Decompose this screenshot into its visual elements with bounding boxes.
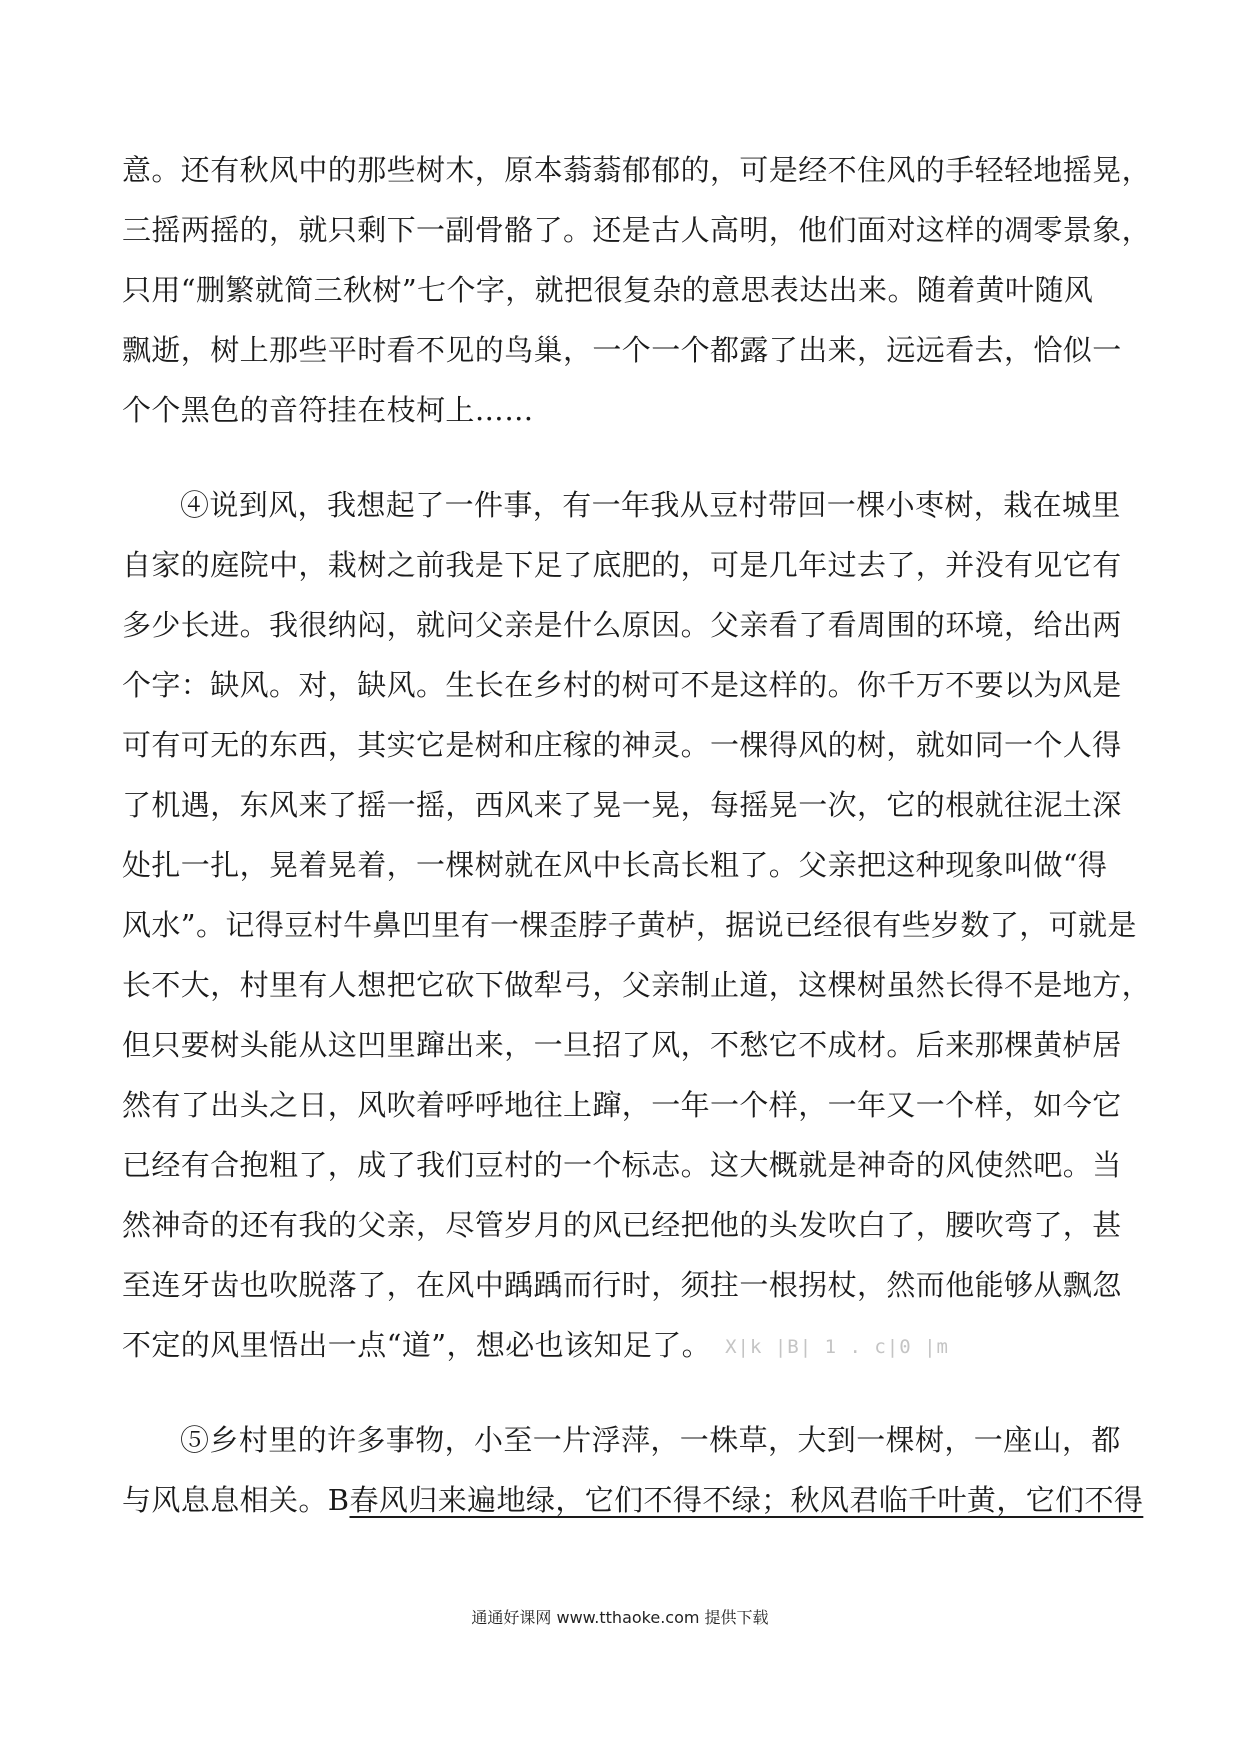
page-footer: 通通好课网 www.tthaoke.com 提供下载 [471,1608,769,1627]
paragraph-3-line-2: 三摇两摇的，就只剩下一副骨骼了。还是古人高明，他们面对这样的凋零景象， [122,213,1152,247]
paragraph-4-line-12: 已经有合抱粗了，成了我们豆村的一个标志。这大概就是神奇的风使然吧。当 [122,1148,1122,1182]
paragraph-4-line-8: 风水”。记得豆村牛鼻凹里有一棵歪脖子黄栌，据说已经很有些岁数了，可就是 [122,908,1137,942]
paragraph-3-line-1: 意。还有秋风中的那些树木，原本蓊蓊郁郁的，可是经不住风的手轻轻地摇晃， [122,153,1152,187]
paragraph-3-line-3: 只用“删繁就简三秋树”七个字，就把很复杂的意思表达出来。随着黄叶随风 [122,273,1094,307]
paragraph-5-line-1: ⑤乡村里的许多事物，小至一片浮萍，一株草，大到一棵树，一座山，都 [180,1423,1121,1457]
paragraph-5-line-2 [122,1480,1144,1520]
paragraph-4-line-14: 至连牙齿也吹脱落了，在风中踽踽而行时，须拄一根拐杖，然而他能够从飘忽 [122,1268,1122,1302]
paragraph-4-line-9: 长不大，村里有人想把它砍下做犁弓，父亲制止道，这棵树虽然长得不是地方， [122,968,1152,1002]
paragraph-4-line-5: 可有可无的东西，其实它是树和庄稼的神灵。一棵得风的树，就如同一个人得 [122,728,1122,762]
paragraph-5-underlined-sentence: 春风归来遍地绿，它们不得不绿；秋风君临千叶黄，它们不得 [349,1483,1144,1517]
paragraph-4-line-7: 处扎一扎，晃着晃着，一棵树就在风中长高长粗了。父亲把这种现象叫做“得 [122,848,1108,882]
paragraph-5-line-2-plain: 与风息息相关。B [122,1483,350,1517]
paragraph-4-line-15 [122,1325,1122,1367]
paragraph-4-line-3: 多少长进。我很纳闷，就问父亲是什么原因。父亲看了看周围的环境，给出两 [122,608,1122,642]
paragraph-4-line-10: 但只要树头能从这凹里蹿出来，一旦招了风，不愁它不成材。后来那棵黄栌居 [122,1028,1122,1062]
paragraph-4-line-15-text: 不定的风里悟出一点“道”，想必也该知足了。 [122,1328,712,1362]
faint-watermark: X|k |B| 1 . c|0 |m [725,1336,949,1358]
paragraph-4-line-1: ④说到风，我想起了一件事，有一年我从豆村带回一棵小枣树，栽在城里 [180,488,1121,522]
paragraph-4-line-6: 了机遇，东风来了摇一摇，西风来了晃一晃，每摇晃一次，它的根就往泥土深 [122,788,1122,822]
paragraph-4-line-13: 然神奇的还有我的父亲，尽管岁月的风已经把他的头发吹白了，腰吹弯了，甚 [122,1208,1122,1242]
paragraph-4-line-2: 自家的庭院中，栽树之前我是下足了底肥的，可是几年过去了，并没有见它有 [122,548,1122,582]
paragraph-3-line-4: 飘逝，树上那些平时看不见的鸟巢，一个一个都露了出来，远远看去，恰似一 [122,333,1122,367]
paragraph-3-line-5: 个个黑色的音符挂在枝柯上…… [122,393,534,427]
paragraph-4-line-4: 个字：缺风。对，缺风。生长在乡村的树可不是这样的。你千万不要以为风是 [122,668,1122,702]
paragraph-4-line-11: 然有了出头之日，风吹着呼呼地往上蹿，一年一个样，一年又一个样，如今它 [122,1088,1122,1122]
